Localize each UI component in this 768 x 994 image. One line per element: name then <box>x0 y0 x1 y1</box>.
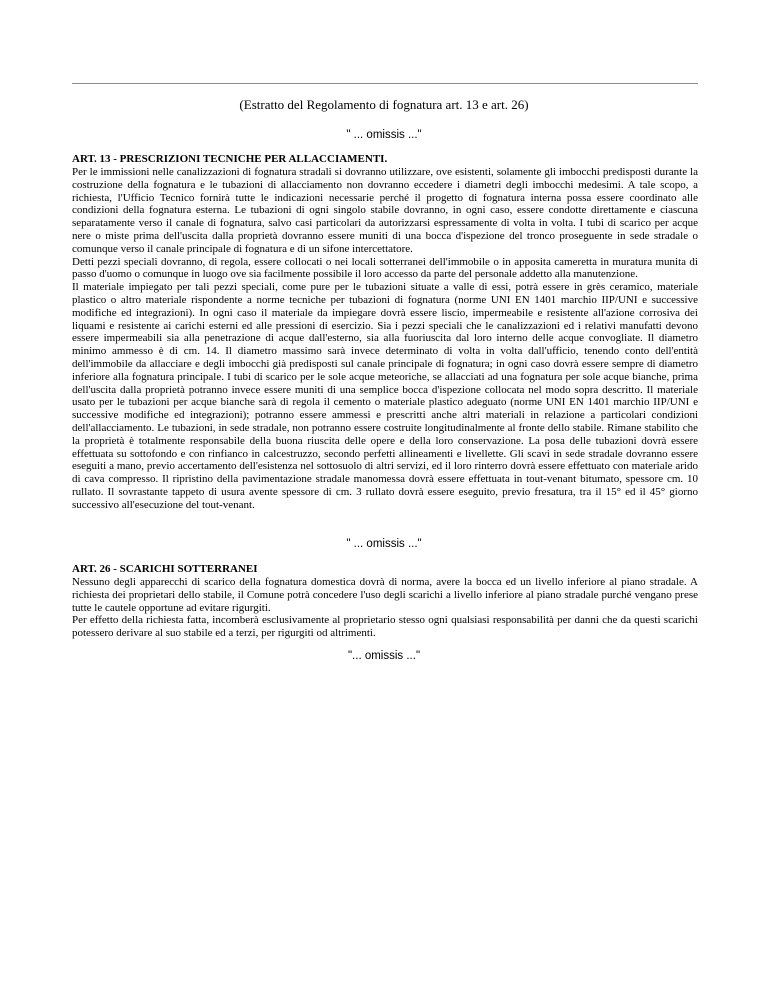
page-title: (Estratto del Regolamento di fognatura art. 13 e art. 26) <box>239 97 529 112</box>
article-13-paragraph-2: Detti pezzi speciali dovranno, di regola, essere collocati o nei locali sotterranei dell'immobile o in apposita cameretta in muratura munita di passo d'uomo o comunque in luogo ove sia facilmente possibile il loro accesso da parte del personale addetto alla manutenzione. <box>72 255 698 281</box>
article-26-paragraph-2: Per effetto della richiesta fatta, incomberà esclusivamente al proprietario stesso ogni qualsiasi responsabilità per danni che da questi scarichi potessero derivare al suo stabile ed a terzi, per rigurgiti od altrimenti. <box>72 614 698 640</box>
omissis-note-2: " ... omissis ..." <box>346 538 422 550</box>
top-divider <box>72 83 698 84</box>
article-26 <box>72 563 698 640</box>
article-26-heading: ART. 26 - SCARICHI SOTTERRANEI <box>72 563 258 575</box>
omissis-note-3: "... omissis ..." <box>347 650 421 662</box>
article-13-heading: ART. 13 - PRESCRIZIONI TECNICHE PER ALLACCIAMENTI. <box>72 153 388 165</box>
article-13 <box>72 153 698 512</box>
article-13-paragraph-1: Per le immissioni nelle canalizzazioni di fognatura stradali si dovranno utilizzare, ove esistenti, solamente gli imbocchi predisposti durante la costruzione della fognatura e le tubazioni di allacciamento non dovranno eccedere i diametri degli imbocchi medesimi. A tale scopo, a richiesta, l'Ufficio Tecnico fornirà tutte le indicazioni necessarie perché il progetto di fognatura interna possa essere coordinato alle condizioni della fognatura esterna. Le tubazioni di ogni singolo stabile dovranno, in ogni caso, essere condotte direttamente e ciascuna separatamente verso il canale di fognatura, salvo casi particolari da autorizzarsi espressamente di volta in volta. I tubi di scarico per acque nere o miste prima dell'uscita dalla proprietà dovranno essere muniti di una bocca d'ispezione del tronco proseguente in sede stradale o comunque verso il canale principale di fognatura e di un sifone intercettatore. <box>72 166 698 255</box>
article-26-paragraph-1: Nessuno degli apparecchi di scarico della fognatura domestica dovrà di norma, avere la bocca ed un livello inferiore al piano stradale. A richiesta dei proprietari dello stabile, il Comune potrà concedere l'uso degli scarichi a livello inferiore al piano stradale purché vengano prese tutte le cautele opportune ad evitare rigurgiti. <box>72 576 698 614</box>
article-13-paragraph-3: Il materiale impiegato per tali pezzi speciali, come pure per le tubazioni situate a valle di essi, potrà essere in grès ceramico, materiale plastico o altro materiale rispondente a norme tecniche per tubazioni di fognatura (norme UNI EN 1401 marchio IIP/UNI e successive modifiche ed integrazioni). In ogni caso il materiale da impiegare dovrà essere liscio, impermeabile e resistente all'azione corrosiva dei liquami e resistente ai carichi esterni ed alle pressioni di esercizio. Sia i pezzi speciali che le canalizzazioni ed i relativi manufatti devono essere impermeabili sia alla penetrazione di acque dall'esterno, sia alla fuoriuscita dal loro interno delle acque convogliate. Il diametro minimo ammesso è di cm. 14. Il diametro massimo sarà invece determinato di volta in volta dall'ufficio, tenendo conto dell'entità dell'immobile da allacciare e degli imbocchi già predisposti sul canale principale di fognatura; in ogni caso dovrà essere sempre di diametro inferiore alla fognatura principale. I tubi di scarico per le sole acque meteoriche, se allacciati ad una fognatura per sole acque bianche, prima dell'uscita dalla proprietà potranno invece essere muniti di una semplice bocca d'ispezione collocata nel modo sopra descritto. Il materiale usato per le tubazioni per acque bianche sarà di regola il cemento o materiale plastico adeguato (norme UNI EN 1401 marchio IIP/UNI e successive modifiche ed integrazioni); potranno essere ammessi e prescritti anche altri materiali in relazione a particolari condizioni dell'allacciamento. Le tubazioni, in sede stradale, non potranno essere costruite longitudinalmente al fronte dello stabile. Rimane stabilito che la proprietà è totalmente responsabile della buona riuscita delle opere e della loro conservazione. La posa delle tubazioni dovrà essere effettuata su sottofondo e con rinfianco in calcestruzzo, secondo perfetti allineamenti e livellette. Gli scavi in sede stradale dovranno essere eseguiti a mano, previo accertamento dell'esistenza nel sottosuolo di altri servizi, ed il loro rinterro dovrà essere effettuato con materiale arido di cava compresso. Il ripristino della pavimentazione stradale manomessa dovrà essere effettuata in tout-venant bitumato, spessore cm. 10 rullato. Il sovrastante tappeto di usura avente spessore di cm. 3 rullato dovrà essere eseguito, previo fresatura, tra il 15° ed il 45° giorno successivo all'esecuzione del tout-venant. <box>72 281 698 511</box>
omissis-note-1: " ... omissis ..." <box>346 129 422 141</box>
